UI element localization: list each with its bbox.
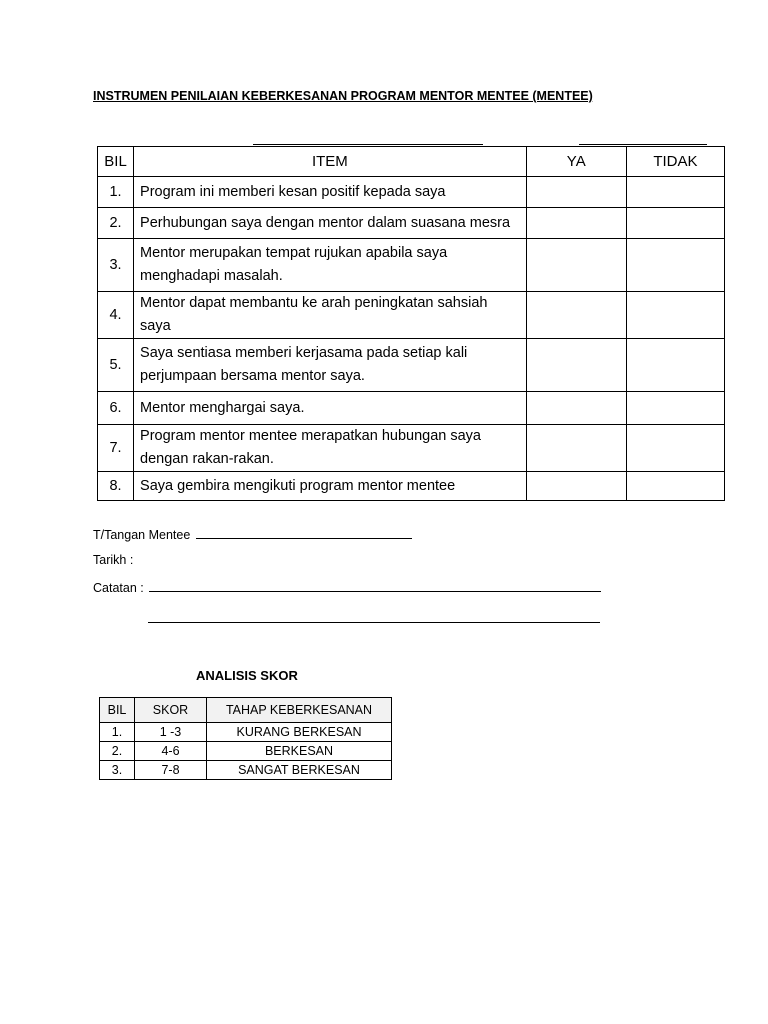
ya-checkbox-cell[interactable]: [526, 239, 626, 292]
ya-checkbox-cell[interactable]: [526, 472, 626, 501]
score-row-level: KURANG BERKESAN: [207, 723, 392, 742]
tidak-checkbox-cell[interactable]: [626, 472, 724, 501]
tidak-checkbox-cell[interactable]: [626, 239, 724, 292]
score-row-range: 1 -3: [135, 723, 207, 742]
tidak-checkbox-cell[interactable]: [626, 292, 724, 339]
score-header-skor: SKOR: [135, 698, 207, 723]
score-row-range: 7-8: [135, 761, 207, 780]
score-row-level: SANGAT BERKESAN: [207, 761, 392, 780]
ya-checkbox-cell[interactable]: [526, 177, 626, 208]
notes-field: [93, 581, 601, 595]
evaluation-table-header: [98, 147, 725, 177]
score-analysis-title: ANALISIS SKOR: [196, 668, 298, 683]
evaluation-table: [97, 146, 725, 501]
header-ya: YA: [526, 147, 626, 177]
ya-checkbox-cell[interactable]: [526, 425, 626, 472]
row-number: 5.: [98, 339, 134, 392]
signature-label: T/Tangan Mentee: [93, 528, 191, 542]
table-row: [98, 392, 725, 425]
notes-label: Catatan :: [93, 581, 144, 595]
date-label: Tarikh :: [93, 553, 134, 567]
blank-line-right: [579, 144, 707, 145]
row-item-text: Saya sentiasa memberi kerjasama pada setiap kali perjumpaan bersama mentor saya.: [134, 339, 527, 392]
score-header-tahap: TAHAP KEBERKESANAN: [207, 698, 392, 723]
score-row-level: BERKESAN: [207, 742, 392, 761]
tidak-checkbox-cell[interactable]: [626, 177, 724, 208]
score-row-number: 1.: [100, 723, 135, 742]
tidak-checkbox-cell[interactable]: [626, 392, 724, 425]
score-row-number: 3.: [100, 761, 135, 780]
table-row: [98, 208, 725, 239]
score-header-bil: BIL: [100, 698, 135, 723]
row-number: 6.: [98, 392, 134, 425]
score-row-number: 2.: [100, 742, 135, 761]
table-row: [100, 723, 392, 742]
header-tidak: TIDAK: [626, 147, 724, 177]
signature-line[interactable]: [196, 528, 412, 539]
ya-checkbox-cell[interactable]: [526, 392, 626, 425]
table-row: [98, 339, 725, 392]
table-row: [100, 742, 392, 761]
row-number: 7.: [98, 425, 134, 472]
score-analysis-table: [99, 697, 392, 780]
notes-line-second[interactable]: [148, 622, 600, 623]
tidak-checkbox-cell[interactable]: [626, 339, 724, 392]
score-row-range: 4-6: [135, 742, 207, 761]
date-field: [93, 553, 133, 567]
row-number: 3.: [98, 239, 134, 292]
table-row: [98, 177, 725, 208]
ya-checkbox-cell[interactable]: [526, 339, 626, 392]
blank-line-left: [253, 144, 483, 145]
row-item-text: Mentor merupakan tempat rujukan apabila saya menghadapi masalah.: [134, 239, 527, 292]
document-title: INSTRUMEN PENILAIAN KEBERKESANAN PROGRAM MENTOR MENTEE (MENTEE): [93, 89, 593, 103]
ya-checkbox-cell[interactable]: [526, 208, 626, 239]
table-row: [98, 472, 725, 501]
row-number: 4.: [98, 292, 134, 339]
header-bil: BIL: [98, 147, 134, 177]
row-item-text: Perhubungan saya dengan mentor dalam suasana mesra: [134, 208, 527, 239]
header-item: ITEM: [134, 147, 527, 177]
tidak-checkbox-cell[interactable]: [626, 425, 724, 472]
score-table-header: [100, 698, 392, 723]
table-row: [98, 425, 725, 472]
row-item-text: Mentor dapat membantu ke arah peningkatan sahsiah saya: [134, 292, 527, 339]
table-row: [100, 761, 392, 780]
signature-field: [93, 528, 412, 542]
notes-line[interactable]: [149, 581, 601, 592]
row-number: 2.: [98, 208, 134, 239]
row-item-text: Saya gembira mengikuti program mentor mentee: [134, 472, 527, 501]
table-row: [98, 239, 725, 292]
row-item-text: Program ini memberi kesan positif kepada saya: [134, 177, 527, 208]
row-number: 8.: [98, 472, 134, 501]
row-number: 1.: [98, 177, 134, 208]
ya-checkbox-cell[interactable]: [526, 292, 626, 339]
tidak-checkbox-cell[interactable]: [626, 208, 724, 239]
table-row: [98, 292, 725, 339]
row-item-text: Mentor menghargai saya.: [134, 392, 527, 425]
row-item-text: Program mentor mentee merapatkan hubungan saya dengan rakan-rakan.: [134, 425, 527, 472]
